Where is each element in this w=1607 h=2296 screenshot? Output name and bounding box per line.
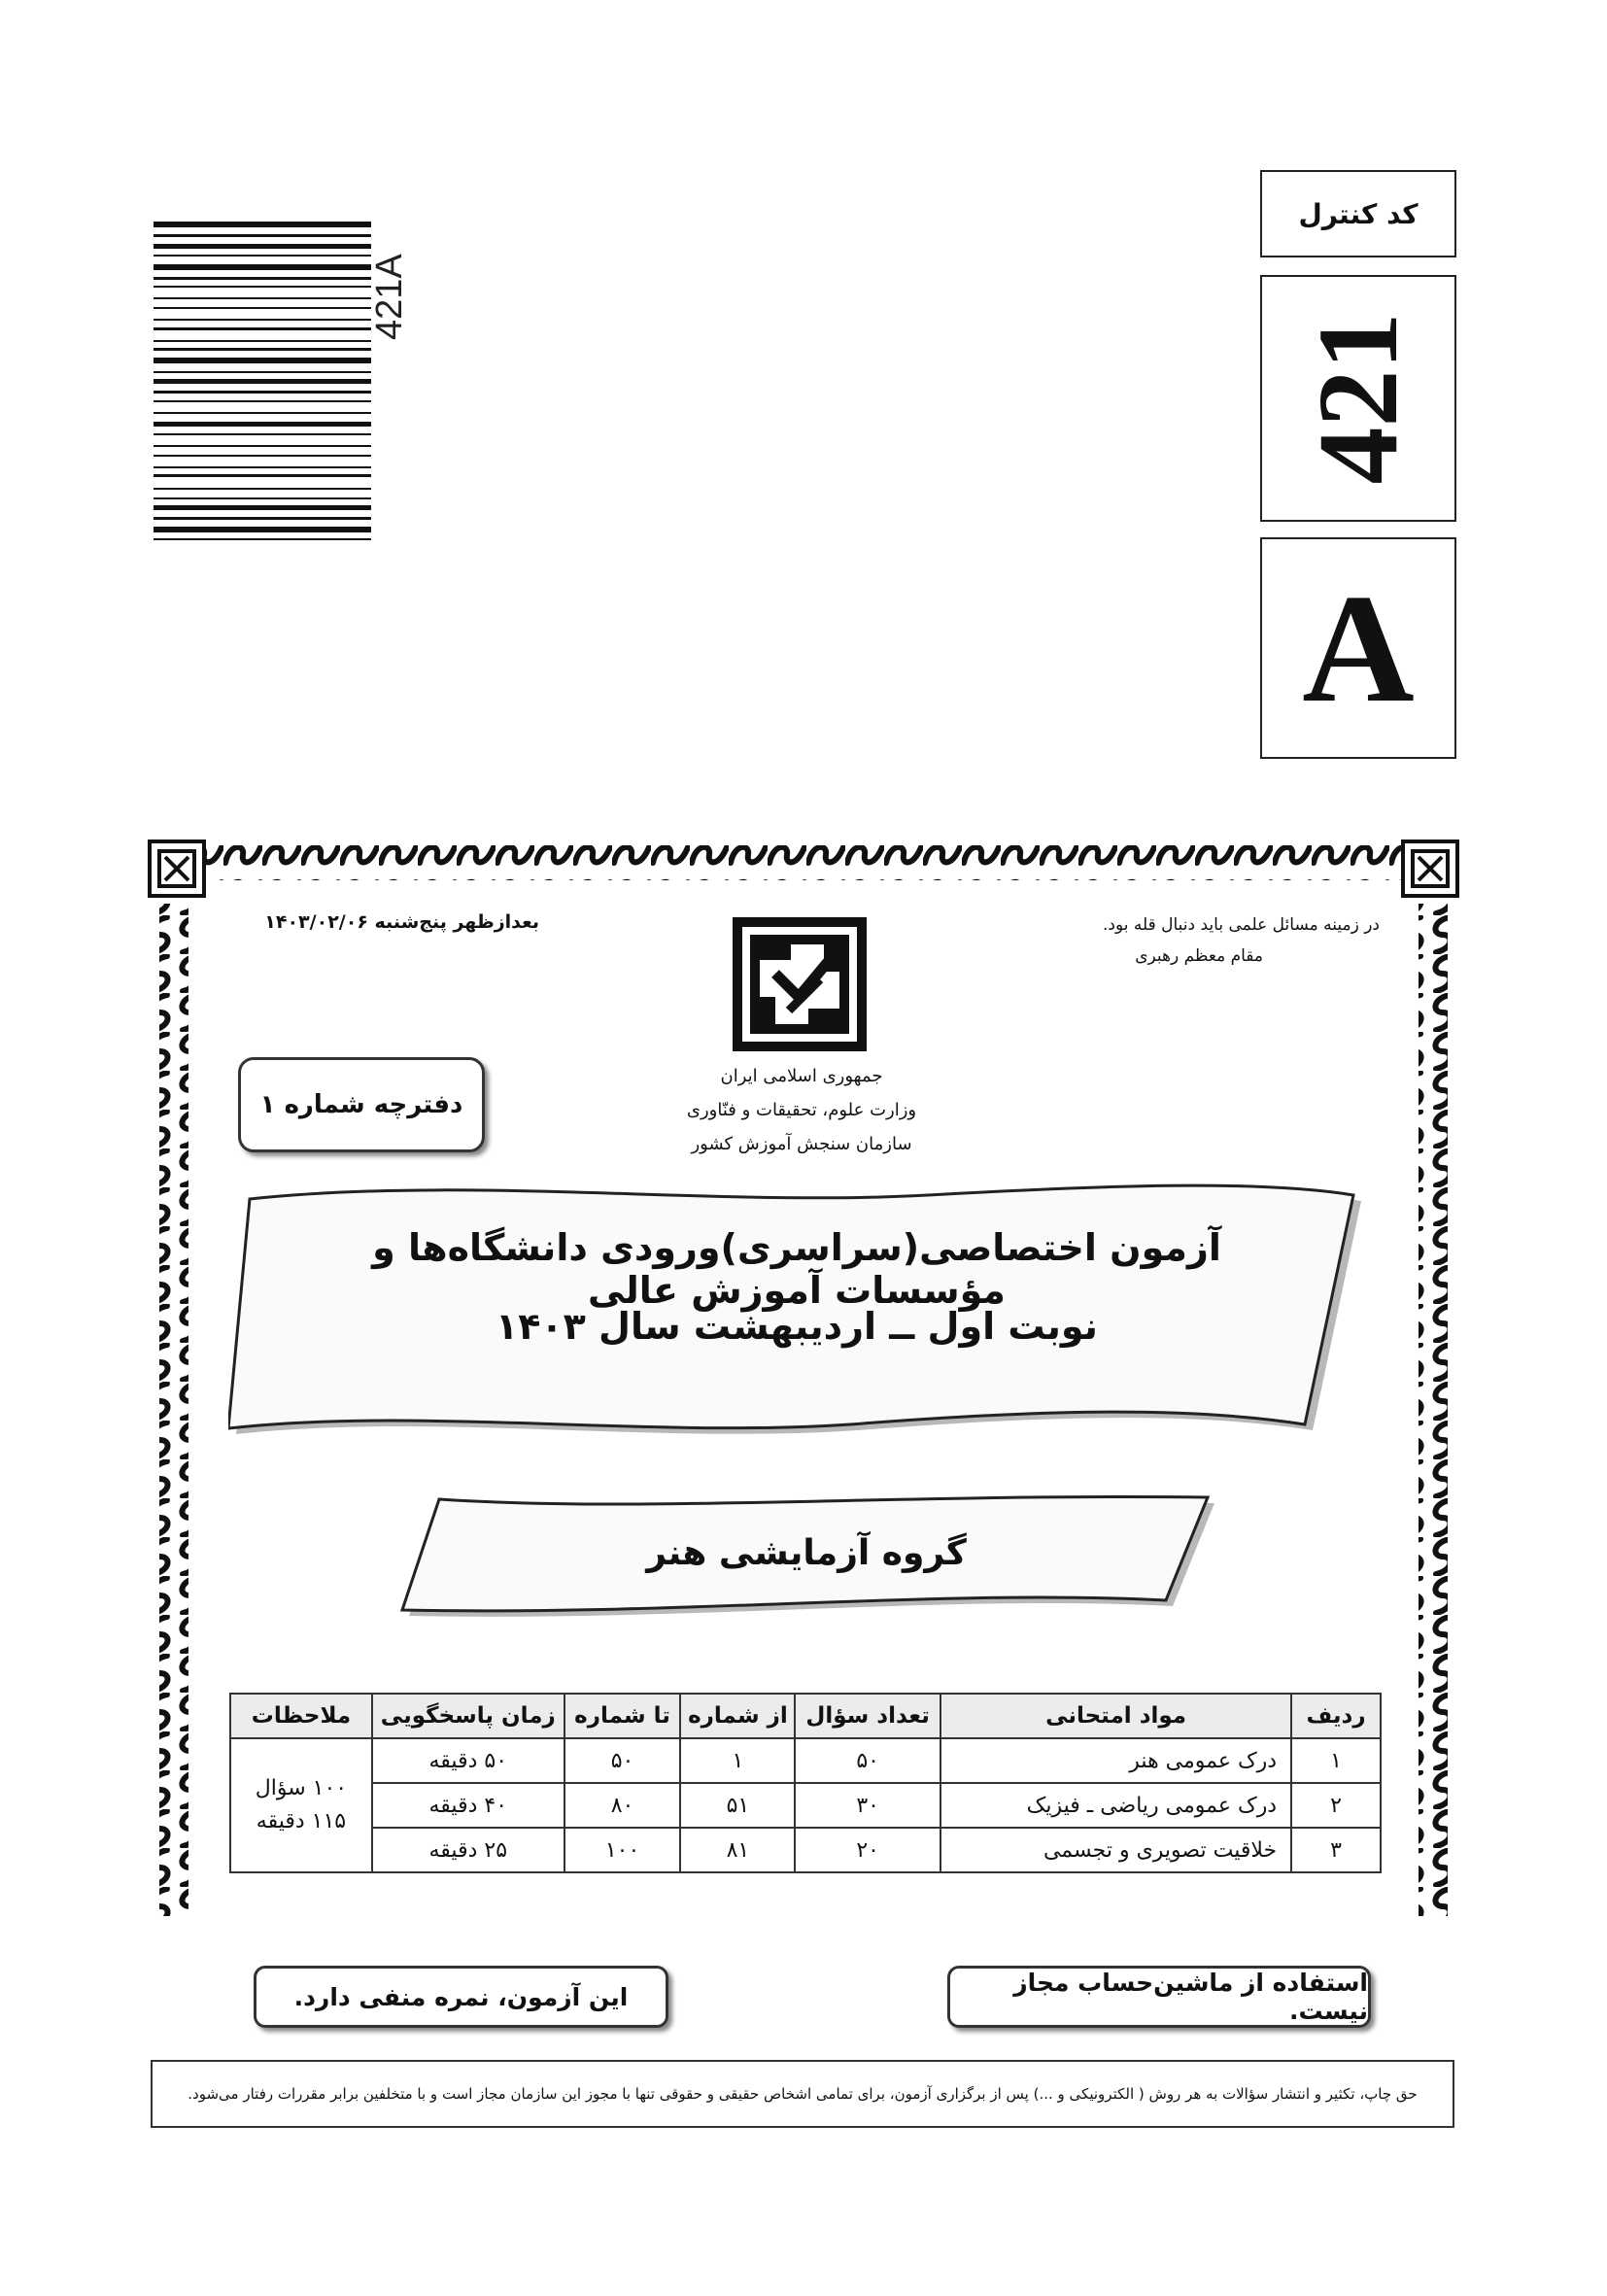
barcode bbox=[154, 222, 371, 542]
frame-left-border bbox=[159, 904, 188, 1916]
ministry-line-2: وزارت علوم، تحقیقات و فنّاوری bbox=[686, 1100, 917, 1120]
control-code: 421 bbox=[1294, 312, 1421, 485]
exam-title-line-1: آزمون اختصاصی(سراسری)ورودی دانشگاه‌ها و مؤسسات آموزش عالی bbox=[372, 1226, 1221, 1312]
table-header: تا شماره bbox=[564, 1694, 681, 1738]
booklet-number: دفترچه شماره ۱ bbox=[259, 1090, 463, 1119]
barcode-bar bbox=[154, 297, 371, 299]
table-cell: ۵۰ دقیقه bbox=[372, 1738, 564, 1783]
negative-score-notice: این آزمون، نمره منفی دارد. bbox=[293, 1982, 629, 2011]
control-label: کد کنترل bbox=[1298, 197, 1419, 230]
barcode-bar bbox=[154, 286, 371, 288]
control-code-box bbox=[1260, 275, 1456, 522]
barcode-bar bbox=[154, 307, 371, 309]
table-header: زمان پاسخگویی bbox=[372, 1694, 564, 1738]
frame-corner-right bbox=[1403, 841, 1457, 896]
table-header: از شماره bbox=[680, 1694, 795, 1738]
barcode-bar bbox=[154, 474, 371, 477]
ministry-line-3: سازمان سنجش آموزش کشور bbox=[691, 1134, 912, 1154]
table-cell: ۱ bbox=[680, 1738, 795, 1783]
table-header: تعداد سؤال bbox=[795, 1694, 940, 1738]
exam-subjects-table bbox=[229, 1693, 1382, 1873]
table-cell: ۲ bbox=[1291, 1783, 1381, 1828]
table-header: ملاحظات bbox=[230, 1694, 372, 1738]
table-cell: ۱۰۰ bbox=[564, 1828, 681, 1872]
copyright-text: حق چاپ، تکثیر و انتشار سؤالات به هر روش ( الکترونیکی و ...) پس از برگزاری آزمون، برای تمامی اشخاص حقیقی و حقوقی تنها با مجوز این سازمان مجاز است و با متخلفین برابر مقررات رفتار می‌شود. bbox=[188, 2085, 1418, 2103]
table-cell: خلاقیت تصویری و تجسمی bbox=[940, 1828, 1291, 1872]
barcode-bar bbox=[154, 527, 371, 532]
barcode-bar bbox=[154, 445, 371, 447]
table-cell: ۸۱ bbox=[680, 1828, 795, 1872]
table-cell: ۵۰ bbox=[564, 1738, 681, 1783]
table-cell: ۲۰ bbox=[795, 1828, 940, 1872]
barcode-bar bbox=[154, 222, 371, 227]
barcode-bar bbox=[154, 538, 371, 540]
barcode-bar bbox=[154, 255, 371, 257]
ministry-block bbox=[583, 1059, 1020, 1161]
barcode-bar bbox=[154, 497, 371, 499]
notes-line-2: ۱۱۵ دقیقه bbox=[256, 1809, 347, 1833]
table-cell: ۲۵ دقیقه bbox=[372, 1828, 564, 1872]
barcode-bar bbox=[154, 391, 371, 394]
barcode-bar bbox=[154, 348, 371, 351]
control-letter: A bbox=[1302, 562, 1415, 735]
barcode-bar bbox=[154, 358, 371, 363]
barcode-bar bbox=[154, 264, 371, 270]
exam-date: بعدازظهر پنج‌شنبه ۱۴۰۳/۰۲/۰۶ bbox=[264, 911, 539, 933]
table-header-row bbox=[230, 1694, 1381, 1738]
table-cell: ۴۰ دقیقه bbox=[372, 1783, 564, 1828]
leader-quote bbox=[1049, 909, 1380, 972]
quote-author: مقام معظم رهبری bbox=[1135, 946, 1263, 966]
barcode-bar bbox=[154, 466, 371, 468]
barcode-bar bbox=[154, 340, 371, 342]
calculator-notice-box bbox=[947, 1966, 1371, 2028]
barcode-bar bbox=[154, 412, 371, 414]
barcode-text: 421A bbox=[369, 254, 410, 340]
table-notes-cell bbox=[230, 1738, 372, 1872]
booklet-number-box bbox=[238, 1057, 485, 1152]
control-letter-box bbox=[1260, 537, 1456, 759]
barcode-bar bbox=[154, 400, 371, 402]
barcode-bar bbox=[154, 319, 371, 321]
barcode-bar bbox=[154, 379, 371, 384]
table-row bbox=[230, 1783, 1381, 1828]
barcode-bar bbox=[154, 371, 371, 373]
barcode-bar bbox=[154, 234, 371, 237]
sanjesh-logo bbox=[731, 915, 869, 1053]
barcode-bar bbox=[154, 244, 371, 249]
exam-group: گروه آزمایشی هنر bbox=[646, 1533, 967, 1573]
table-cell: ۳۰ bbox=[795, 1783, 940, 1828]
barcode-bar bbox=[154, 517, 371, 520]
control-label-box bbox=[1260, 170, 1456, 257]
exam-title-line-2: نوبت اول ــ اردیبهشت سال ۱۴۰۳ bbox=[496, 1305, 1098, 1348]
quote-line: در زمینه مسائل علمی باید دنبال قله بود. bbox=[1102, 915, 1380, 935]
frame-right-border bbox=[1419, 904, 1448, 1916]
copyright-footer bbox=[151, 2060, 1454, 2128]
table-cell: ۸۰ bbox=[564, 1783, 681, 1828]
table-cell: ۳ bbox=[1291, 1828, 1381, 1872]
notes-line-1: ۱۰۰ سؤال bbox=[255, 1776, 348, 1800]
table-header: ردیف bbox=[1291, 1694, 1381, 1738]
calculator-notice: استفاده از ماشین‌حساب مجاز نیست. bbox=[1013, 1969, 1368, 2025]
barcode-bar bbox=[154, 505, 371, 510]
table-cell: ۱ bbox=[1291, 1738, 1381, 1783]
table-cell: درک عمومی ریاضی ـ فیزیک bbox=[940, 1783, 1291, 1828]
table-cell: درک عمومی هنر bbox=[940, 1738, 1291, 1783]
frame-corner-left bbox=[150, 841, 204, 896]
table-cell: ۵۱ bbox=[680, 1783, 795, 1828]
table-header: مواد امتحانی bbox=[940, 1694, 1291, 1738]
barcode-bar bbox=[154, 327, 371, 330]
barcode-bar bbox=[154, 455, 371, 457]
barcode-bar bbox=[154, 433, 371, 435]
barcode-bar bbox=[154, 422, 371, 427]
ministry-line-1: جمهوری اسلامی ایران bbox=[720, 1066, 883, 1086]
negative-score-notice-box bbox=[254, 1966, 668, 2028]
table-row bbox=[230, 1738, 1381, 1783]
barcode-bar bbox=[154, 488, 371, 490]
frame-top-border bbox=[206, 845, 1401, 880]
table-row bbox=[230, 1828, 1381, 1872]
barcode-bar bbox=[154, 277, 371, 280]
table-cell: ۵۰ bbox=[795, 1738, 940, 1783]
